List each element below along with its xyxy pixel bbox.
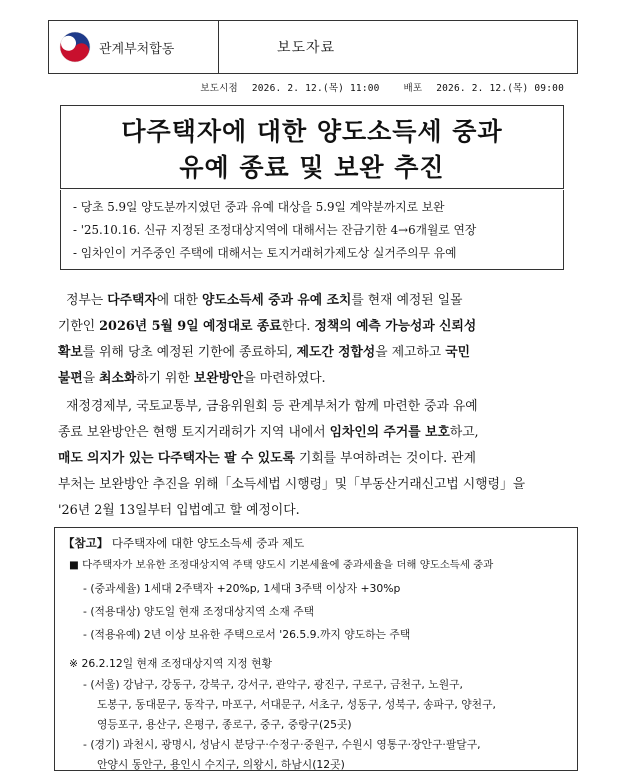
press-time-value: 2026. 2. 12.(목) 11:00: [251, 83, 380, 94]
paragraph-line: [58, 420, 572, 446]
reference-box: [54, 527, 578, 771]
reference-title: 다주택자에 대한 양도소득세 중과 제도: [108, 536, 305, 550]
paragraph-line: [58, 340, 572, 366]
gyeonggi-areas-line: - (경기) 과천시, 광명시, 성남시 분당구·수정구·중원구, 수원시 영통구·장안구·팔달구,: [83, 738, 481, 751]
emphasized-text: 국민: [445, 345, 470, 360]
reference-tag: 【참고】: [63, 536, 109, 550]
press-time-label: 보도시점: [200, 83, 238, 94]
logo-cell: [49, 21, 219, 73]
doc-type-label: 보도자료: [277, 40, 336, 56]
paragraph-line: [58, 314, 572, 340]
seoul-areas-line: - (서울) 강남구, 강동구, 강북구, 강서구, 관악구, 광진구, 구로구, 금천구, 노원구,: [83, 678, 463, 691]
reference-bullet: ■ 다주택자가 보유한 조정대상지역 주택 양도시 기본세율에 중과세율을 더해 양도소득세 중과: [69, 559, 494, 571]
body-paragraph-2: [58, 394, 572, 524]
text-segment: 를 위해 당초 예정된 기한에 종료하되,: [82, 345, 297, 360]
text-segment: 정부는: [58, 293, 108, 308]
paragraph-line: [58, 366, 572, 392]
summary-item: - '25.10.16. 신규 지정된 조정대상지역에 대해서는 잔금기한 4→6개월로 연장: [73, 223, 477, 237]
press-header: [48, 20, 578, 74]
text-segment: 를 현재 예정된 일몰: [351, 293, 463, 308]
headline-line-2: 유예 종료 및 보완 추진: [179, 153, 445, 182]
text-segment: 종료 보완방안은 현행 토지거래허가 지역 내에서: [58, 425, 330, 440]
org-name: 관계부처합동: [99, 41, 175, 57]
reference-item: - (적용유예) 2년 이상 보유한 주택으로서 '26.5.9.까지 양도하는 주택: [83, 628, 411, 641]
emphasized-text: 확보: [58, 345, 83, 360]
reference-heading: [63, 532, 569, 554]
paragraph-line: [58, 472, 572, 498]
text-segment: 기한인: [58, 319, 100, 334]
emphasized-text: 최소화: [99, 371, 137, 386]
text-segment: 재정경제부, 국토교통부, 금융위원회 등 관계부처가 함께 마련한 중과 유예: [58, 399, 478, 414]
emphasized-text: 불편: [58, 371, 83, 386]
distribution-label: 배포: [403, 83, 423, 94]
text-segment: 부처는 보완방안 추진을 위해「소득세법 시행령」및「부동산거래신고법 시행령」을: [58, 477, 526, 492]
headline-box: [60, 105, 564, 189]
emphasized-text: 임차인의 주거를 보호: [329, 425, 450, 440]
emphasized-text: 제도간 정합성: [296, 345, 376, 360]
summary-item: - 임차인이 거주중인 주택에 대해서는 토지거래허가제도상 실거주의무 유예: [73, 246, 457, 260]
paragraph-line: [58, 446, 572, 472]
text-segment: 을: [82, 371, 100, 386]
distribution-time-value: 2026. 2. 12.(목) 09:00: [436, 83, 564, 94]
taegeuk-logo-icon: [59, 31, 91, 63]
text-segment: '26년 2월 13일부터 입법예고 할 예정이다.: [58, 503, 300, 518]
emphasized-text: 양도소득세 중과 유예 조치: [201, 293, 352, 308]
text-segment: 하고,: [449, 425, 479, 440]
emphasized-text: 정책의 예측 가능성과 신뢰성: [314, 319, 477, 334]
release-info: [192, 80, 564, 94]
emphasized-text: 다주택자: [107, 293, 157, 308]
text-segment: 을 제고하고: [375, 345, 446, 360]
seoul-areas-line: 영등포구, 용산구, 은평구, 종로구, 중구, 중랑구(25곳): [97, 718, 352, 731]
text-segment: 에 대한: [156, 293, 202, 308]
paragraph-line: [58, 498, 572, 524]
headline-line-1: 다주택자에 대한 양도소득세 중과: [121, 117, 503, 146]
seoul-areas-line: 도봉구, 동대문구, 동작구, 마포구, 서대문구, 서초구, 성동구, 성북구, 송파구, 양천구,: [97, 698, 496, 711]
emphasized-text: 매도 의지가 있는 다주택자는 팔 수 있도록: [58, 451, 295, 466]
text-segment: 을 마련하였다.: [243, 371, 326, 386]
summary-box: [60, 190, 564, 270]
emphasized-text: 보완방안: [193, 371, 244, 386]
summary-item: - 당초 5.9일 양도분까지였던 중과 유예 대상을 5.9일 계약분까지로 보완: [73, 200, 445, 214]
text-segment: 한다.: [281, 319, 315, 334]
emphasized-text: 2026년 5월 9일 예정대로 종료: [99, 319, 282, 334]
paragraph-line: [58, 394, 572, 420]
reference-item: - (중과세율) 1세대 2주택자 +20%p, 1세대 3주택 이상자 +30%p: [83, 582, 401, 595]
gyeonggi-areas-line: 안양시 동안구, 용인시 수지구, 의왕시, 하남시(12곳): [97, 758, 345, 771]
designation-status-heading: ※ 26.2.12일 현재 조정대상지역 지정 현황: [69, 657, 273, 670]
text-segment: 기회를 부여하려는 것이다. 관계: [294, 451, 476, 466]
body-paragraph-1: [58, 288, 572, 392]
text-segment: 하기 위한: [136, 371, 194, 386]
paragraph-line: [58, 288, 572, 314]
reference-item: - (적용대상) 양도일 현재 조정대상지역 소재 주택: [83, 605, 315, 618]
